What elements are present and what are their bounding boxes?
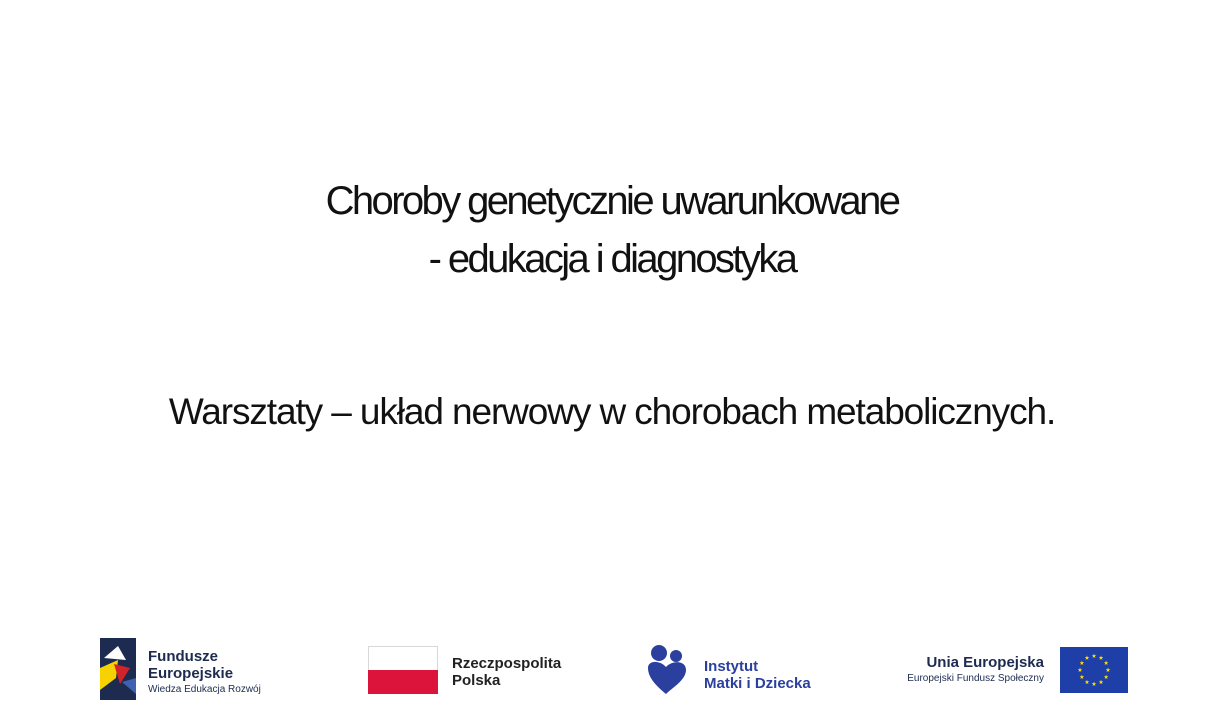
slide-title-line-2: - edukacja i diagnostyka [428, 237, 796, 281]
slide-title-line-1: Choroby genetycznie uwarunkowane [325, 179, 899, 223]
eu-flag-icon [1060, 647, 1128, 693]
instytut-line-1: Instytut [704, 658, 759, 675]
fundusze-europejskie-emblem-icon [100, 638, 136, 700]
polish-flag-icon [368, 646, 438, 694]
fundusze-europejskie-logo [100, 630, 290, 710]
rzeczpospolita-line-1: Rzeczpospolita [452, 655, 562, 672]
fundusze-line-2: Europejskie [148, 665, 234, 682]
instytut-line-2: Matki i Dziecka [704, 675, 811, 692]
rzeczpospolita-polska-logo [368, 630, 578, 710]
fundusze-tagline: Wiedza Edukacja Rozwój [148, 684, 261, 695]
unia-line-1: Unia Europejska [926, 654, 1044, 671]
unia-europejska-logo [890, 630, 1130, 710]
slide-subtitle: Warsztaty – układ nerwowy w chorobach metabolicznych. [168, 391, 1056, 432]
logo-footer [0, 630, 1224, 710]
mother-child-heart-icon [646, 644, 692, 696]
fundusze-line-1: Fundusze [148, 648, 218, 665]
instytut-matki-i-dziecka-logo [646, 630, 856, 710]
slide-title [0, 172, 1224, 288]
rzeczpospolita-line-2: Polska [452, 672, 501, 689]
unia-line-2: Europejski Fundusz Społeczny [907, 673, 1044, 684]
